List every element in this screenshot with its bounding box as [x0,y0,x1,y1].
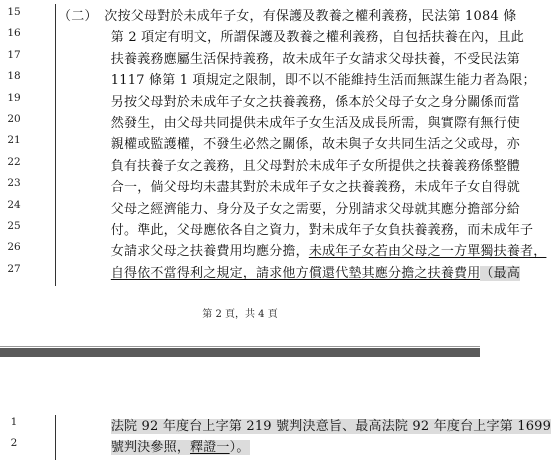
page-footer: 第 2 頁，共 4 頁 [202,309,278,320]
text-line [58,133,520,152]
text-line [58,262,520,281]
text-line [58,26,524,45]
line-number: 15 [7,6,21,18]
text-segment [58,440,111,455]
line-number-rule [55,415,56,460]
text-line [58,198,520,217]
text-segment: 扶養義務應屬生活保持義務，故未成年子女請求父母扶養，不受民法第 [58,51,521,67]
line-number: 19 [7,91,21,104]
line-number: 23 [7,177,21,190]
highlighted-text: （最高 [480,265,521,281]
line-number: 16 [7,27,21,40]
line-number: 17 [7,48,21,61]
underlined-text: 自得依不當得利之規定，請求他方償還代墊其應分擔之扶養費用 [110,265,481,281]
text-segment: 另按父母對於未成年子女之扶養義務，係本於父母子女之身分關係而當 [58,94,521,110]
text-segment: 父母之經濟能力、身分及子女之需要，分別請求父母就其應分擔部分給 [58,201,521,217]
text-line [58,112,520,131]
text-line [58,415,551,434]
text-segment [58,419,111,434]
text-segment: 女請求父母之扶養費用均應分擔， [58,244,309,260]
line-number: 1 [10,416,18,428]
line-number: 26 [7,241,21,254]
line-number: 21 [7,134,21,147]
line-number: 25 [7,220,21,232]
underlined-text: 未成年子女若由父母之一方單獨扶養者， [308,244,547,260]
text-segment: 親權或監護權，不發生必然之關係，故未與子女共同生活之父或母，亦 [58,137,521,153]
text-line [58,176,520,195]
line-number: 20 [7,113,21,125]
line-number: 22 [7,155,21,168]
text-segment: 然發生，由父母共同提供未成年子女生活及成長所需，與實際有無行使 [58,116,521,131]
highlighted-text: 號判決參照， [110,440,191,456]
line-number: 18 [7,70,21,83]
highlighted-text: 釋證一 [190,440,230,456]
line-number: 27 [7,262,21,275]
line-number: 24 [7,198,21,211]
text-segment: 付。準此，父母應依各自之資力，對未成年子女負扶養義務，而未成年子 [58,223,534,238]
page-separator-line [0,346,480,347]
text-line [58,69,536,88]
text-segment: 負有扶養子女之義務，且父母對於未成年子女所提供之扶養義務係整體 [58,158,521,174]
text-line [58,155,520,174]
text-line [58,219,533,238]
text-segment: 合一，倘父母均未盡其對於未成年子女之扶養義務，未成年子女自得就 [58,180,521,196]
line-number-rule [55,4,56,286]
text-line [58,240,546,259]
text-segment [58,266,111,281]
text-line [58,436,250,455]
highlighted-text: 法院 92 年度台上字第 219 號判決意旨、最高法院 92 年度台上字第 1699 [110,419,551,434]
text-line [58,5,516,24]
text-line [58,48,520,67]
highlighted-text: ）。 [229,440,250,456]
text-segment: （二） 次按父母對於未成年子女，有保護及教養之權利義務，民法第 1084 條 [58,9,517,24]
text-line [58,91,520,110]
text-segment: 第 2 項定有明文，所謂保護及教養之權利義務，自包括扶養在內，且此 [58,30,524,46]
text-segment: 1117 條第 1 項規定之限制，即不以不能維持生活而無謀生能力者為限； [58,73,536,89]
page-separator [0,348,480,357]
line-number: 2 [10,437,18,450]
document-page-3 [0,357,551,460]
